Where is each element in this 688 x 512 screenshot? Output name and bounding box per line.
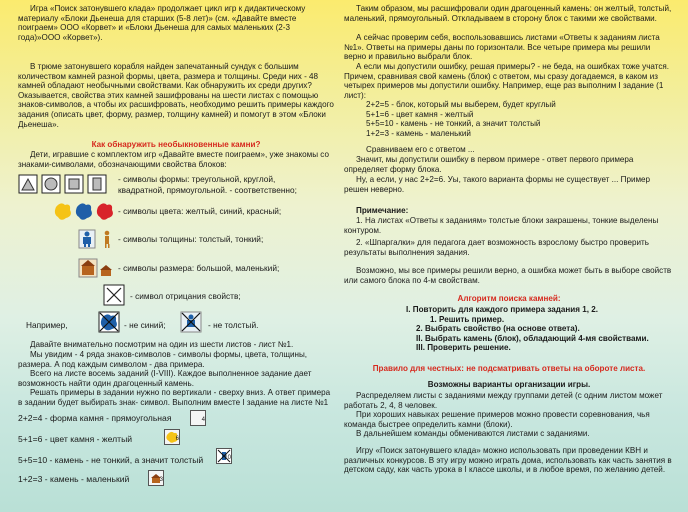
answer-chip-1: 4 [190, 410, 206, 426]
example-row-2: 5+1=6 - цвет камня - желтый [18, 434, 133, 444]
story-text: В трюме затонувшего корабля найден запечатанный сундук с большим количеством камней разной формы, цвета, размера и толщины. Среди них - 48 камней обладают необычными свойствами. Как обнаружить их среди других? Оказывается, свойства этих камней зашифрованы на шести листах с помощью знаков-символов, а чтобы их расшифровать, необходимо решить примеры каждого задания (описать цвет, форму, размер, толщину камней) и помогут в этом «Блоки Дьенеша». [18, 62, 334, 129]
thickness-symbols-label: - символы толщины: толстый, тонкий; [118, 234, 264, 244]
example-row-4: 1+2=3 - камень - маленький [18, 474, 130, 484]
org-text-2: При хороших навыках решение примеров можно провести соревнования, чья команда быстрее определить камни (блоки). [344, 410, 650, 429]
check-text: А сейчас проверим себя, воспользовавшись листами «Ответы к заданиям листа №1». Ответы на примеры даны по горизонтали. Все четыре примера мы решили верно и правильно выбрали блок. [344, 33, 660, 62]
size-symbols-label: - символы размера: большой, маленький; [118, 263, 280, 273]
mistake-text: А если мы допустили ошибку, решая примеры? - не беда, на ошибках тоже учатся. Причем, сравнивая свой камень (блок) с ответом, мы сразу догадаемся, в каком из четырех примеров мы допустили ошибку. Например, еще раз выполним I задание (1 лист): [344, 62, 670, 100]
not-thick-icon [180, 311, 202, 333]
note-2: 2. «Шпаргалки» для педагога дает возможность взрослому быстро проверить результаты выполнения задания. [344, 238, 649, 257]
not-thick-label: - не толстый. [208, 320, 259, 330]
answer-chip-3: 10 [216, 448, 232, 464]
algorithm-heading: Алгоритм поиска камней: [457, 294, 561, 303]
left-heading: Как обнаружить необыкновенные камни? [91, 140, 261, 149]
no-variant-text: Ну, а если, у нас 2+2=6. Уы, такого варианта формы не существует ... Пример решен неверно. [344, 175, 651, 194]
example-label: Например, [26, 320, 68, 330]
right-column [344, 0, 674, 512]
shape-symbols-icon [18, 173, 110, 195]
left-column [18, 0, 334, 512]
algorithm-step-3: III. Проверить решение. [416, 343, 511, 353]
example-row-1: 2+2=4 - форма камня - прямоугольная [18, 413, 172, 423]
not-blue-icon [98, 311, 120, 333]
note-heading: Примечание: [356, 206, 409, 215]
answer-chip-4: 3 [148, 470, 164, 486]
thickness-symbols-icon [78, 228, 118, 250]
shape-symbols-label-2: квадратной, прямоугольной. - соответственно; [118, 185, 297, 195]
rows-text: Мы увидим - 4 ряда знаков-символов - символы формы, цвета, толщины, размера. А под каждым символом - два примера. [18, 350, 308, 369]
shape-symbols-label: - символы формы: треугольной, круглой, [118, 174, 276, 184]
intro-text: Игра «Поиск затонувшего клада» продолжает цикл игр к дидактическому материалу «Блоки Дьенеша для старших (5-8 лет)» (см. «Давайте вместе поиграем» ООО «Корвет» и «Блоки Дьенеша для самых маленьких (2-3 года)»ООО «Корвет»). [18, 4, 306, 42]
org-text-4: Игру «Поиск затонувшего клада» можно использовать при проведении КВН и различных конкурсов. В эту игру можно играть дома, использовать как часть занятия в детском саду, как часть урока в I классе школы, и в любое время, по желанию детей. [344, 446, 672, 475]
symbols-intro: Дети, игравшие с комплектом игр «Давайте вместе поиграем», уже знакомы со знаками-символами, обозначающими свойства блоков: [18, 150, 329, 169]
choice-error-text: Возможно, мы все примеры решили верно, а ошибка может быть в выборе свойств или самого блока по 4-м свойствам. [344, 266, 672, 285]
algorithm-step-1-1: 1. Решить пример. [430, 314, 505, 324]
answer-chip-2: 6 [164, 429, 180, 445]
negation-symbol-label: - символ отрицания свойств; [130, 291, 241, 301]
note-1: 1. На листах «Ответы к заданиям» толстые блоки закрашены, тонкие выделены контуром. [344, 216, 659, 235]
algorithm-step-2: II. Выбрать камень (блок), обладающий 4-мя свойствами. [416, 333, 649, 343]
wrong-row-3: 5+5=10 - камень - не тонкий, а значит толстый [366, 119, 541, 129]
wrong-row-2: 5+1=6 - цвет камня - желтый [366, 109, 474, 119]
wrong-row-4: 1+2=3 - камень - маленький [366, 128, 471, 138]
wrong-row-1: 2+2=5 - блок, который мы выберем, будет круглый [366, 100, 556, 109]
tasks-text: Всего на листе восемь заданий (I-VIII). Каждое выполненное задание дает возможность найти один драгоценный камень. [18, 369, 312, 388]
wrong-example-list [366, 100, 556, 138]
algorithm-step-1-2: 2. Выбрать свойство (на основе ответа). [416, 324, 580, 334]
algorithm-step-1: I. Повторить для каждого примера задания 1, 2. [406, 305, 598, 314]
size-symbols-icon [78, 257, 118, 279]
shape-symbols [18, 173, 108, 195]
sheet-intro: Давайте внимательно посмотрим на один из шести листов - лист №1. [30, 340, 294, 349]
org-text-1: Распределяем листы с заданиями между группами детей (с одним листом может работать 2, 4, 8 человек. [344, 391, 663, 410]
example-row-3: 5+5=10 - камень - не тонкий, а значит толстый [18, 455, 204, 465]
summary-text: Таким образом, мы расшифровали один драгоценный камень: он желтый, толстый, маленький, прямоугольный. Откладываем в сторону блок с такими же свойствами. [344, 4, 672, 23]
not-blue-label: - не синий; [124, 320, 166, 330]
algorithm-list [406, 305, 674, 353]
negation-symbol-icon [103, 284, 125, 306]
first-error-text: Значит, мы допустили ошибку в первом примере - ответ первого примера определяет форму блока. [344, 155, 634, 174]
org-text-3: В дальнейшем команды обмениваются листами с заданиями. [356, 429, 590, 438]
honesty-rule: Правило для честных: не подсматривать ответы на обороте листа. [372, 364, 646, 373]
organization-heading: Возможны варианты организации игры. [427, 380, 591, 389]
color-symbols-label: - символы цвета: желтый, синий, красный; [118, 206, 282, 216]
solve-text: Решать примеры в задании нужно по вертикали - сверху вниз. А ответ примера в задании будет выбирать знак- символ. Выполним вместе I задание на листе №1 [18, 388, 331, 407]
color-symbols-icon [53, 201, 117, 223]
compare-text: Сравниваем его с ответом ... [366, 145, 475, 154]
